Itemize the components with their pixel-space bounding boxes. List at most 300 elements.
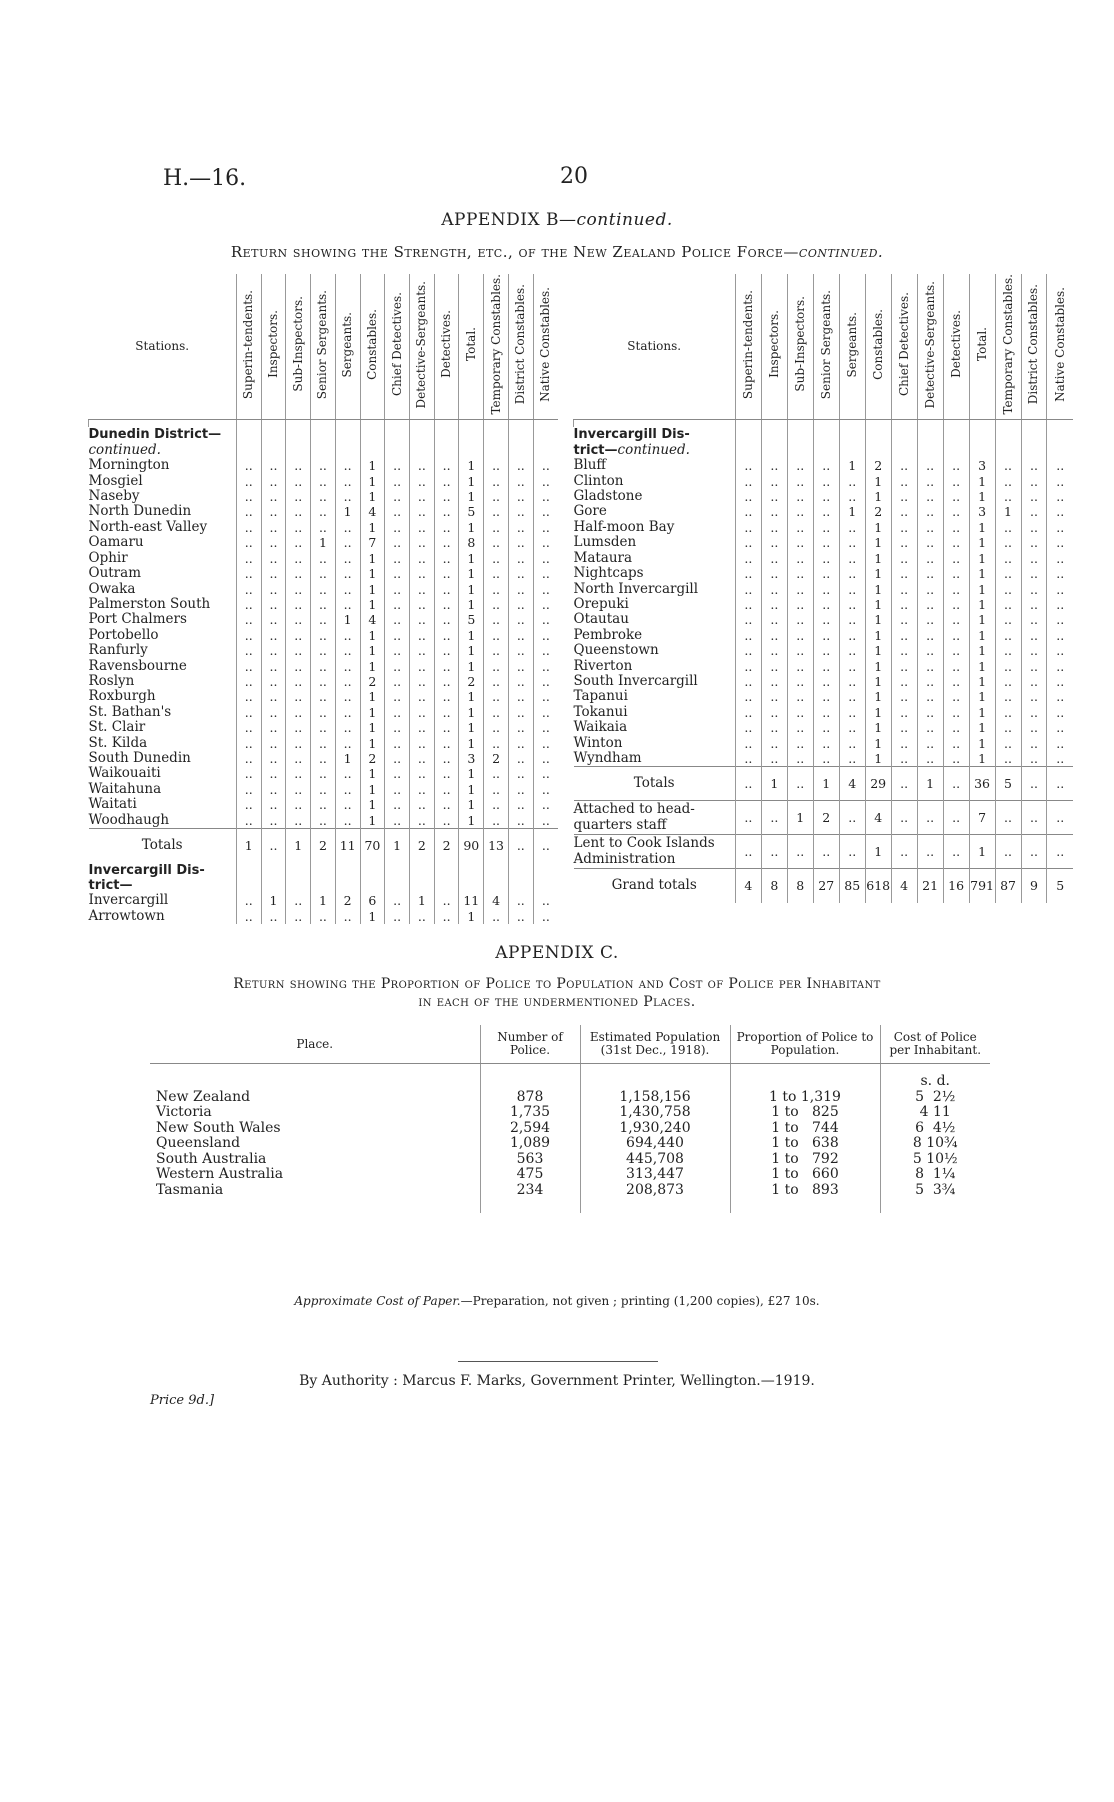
- cell-value: ..: [839, 720, 865, 735]
- cell-value: 1: [311, 893, 336, 908]
- cell-value: ..: [1021, 520, 1047, 535]
- cell-value: ..: [995, 835, 1021, 869]
- cell-value: ..: [286, 582, 311, 597]
- cell-value: ..: [508, 643, 533, 658]
- cell-value: ..: [410, 659, 435, 674]
- cell-value: ..: [335, 659, 360, 674]
- station-name: Naseby: [88, 488, 140, 505]
- station-row: [89, 520, 559, 535]
- approximate-cost-note: Approximate Cost of Paper.—Preparation, not given ; printing (1,200 copies), £27 10s.: [294, 1294, 820, 1308]
- cell-value: ..: [813, 504, 839, 519]
- station-name: North-east Valley: [88, 518, 208, 535]
- cell-value: 1: [865, 612, 891, 627]
- cell-value: ..: [484, 628, 509, 643]
- cell-value: ..: [261, 720, 286, 735]
- cell-value: ..: [410, 909, 435, 924]
- cost-cell: 4 11: [880, 1105, 990, 1121]
- cell-value: 2: [865, 458, 891, 473]
- cell-value: ..: [508, 813, 533, 829]
- cell-value: 1: [459, 551, 484, 566]
- station-row: [89, 489, 559, 504]
- place-cell: Western Australia: [156, 1166, 284, 1183]
- cell-value: ..: [761, 535, 787, 550]
- cell-value: ..: [891, 628, 917, 643]
- district-heading: trict—: [89, 878, 559, 893]
- cell-value: ..: [995, 458, 1021, 473]
- cell-value: ..: [335, 520, 360, 535]
- column-header: Sub-Inspectors.: [286, 274, 311, 419]
- cell-value: ..: [1021, 835, 1047, 869]
- cell-value: ..: [917, 720, 943, 735]
- cell-value: ..: [434, 458, 459, 473]
- cell-value: ..: [943, 520, 969, 535]
- cell-value: ..: [761, 674, 787, 689]
- cell-value: ..: [995, 736, 1021, 751]
- column-header: Constables.: [865, 274, 891, 419]
- cell-value: ..: [335, 674, 360, 689]
- population-cell: 445,708: [580, 1152, 730, 1168]
- cell-value: ..: [410, 474, 435, 489]
- cell-value: ..: [787, 582, 813, 597]
- cell-value: ..: [335, 689, 360, 704]
- cell-value: ..: [1047, 767, 1073, 801]
- cell-value: ..: [787, 612, 813, 627]
- cell-value: ..: [410, 674, 435, 689]
- cell-value: ..: [735, 597, 761, 612]
- column-header: Senior Sergeants.: [311, 274, 336, 419]
- cell-value: ..: [236, 705, 261, 720]
- cell-value: ..: [311, 909, 336, 924]
- cell-value: ..: [943, 659, 969, 674]
- cell-value: ..: [410, 489, 435, 504]
- column-header: Chief Detectives.: [891, 274, 917, 419]
- cell-value: ..: [385, 566, 410, 581]
- cell-value: ..: [995, 801, 1021, 835]
- cell-value: ..: [335, 628, 360, 643]
- cell-value: ..: [311, 474, 336, 489]
- cell-value: ..: [261, 674, 286, 689]
- cell-value: ..: [385, 736, 410, 751]
- cell-value: 21: [917, 869, 943, 903]
- cell-value: ..: [508, 597, 533, 612]
- cell-value: ..: [787, 705, 813, 720]
- cell-value: ..: [1021, 535, 1047, 550]
- cell-value: 1: [865, 705, 891, 720]
- cell-value: ..: [434, 674, 459, 689]
- cell-value: ..: [839, 489, 865, 504]
- cell-value: ..: [533, 893, 558, 908]
- station-row: [89, 736, 559, 751]
- stations-header: Stations.: [574, 274, 736, 419]
- cell-value: ..: [508, 551, 533, 566]
- cell-value: 1: [969, 674, 995, 689]
- cell-value: 1: [969, 835, 995, 869]
- cell-value: ..: [787, 643, 813, 658]
- cell-value: ..: [1047, 705, 1073, 720]
- cell-value: ..: [533, 551, 558, 566]
- cell-value: ..: [943, 674, 969, 689]
- cell-value: ..: [236, 782, 261, 797]
- cell-value: ..: [385, 612, 410, 627]
- cell-value: ..: [261, 659, 286, 674]
- cell-value: ..: [508, 659, 533, 674]
- station-row: [574, 520, 1074, 535]
- cell-value: ..: [761, 566, 787, 581]
- cell-value: ..: [813, 628, 839, 643]
- cell-value: ..: [891, 835, 917, 869]
- station-row: [574, 504, 1074, 519]
- cell-value: ..: [917, 751, 943, 767]
- header-place: Place.: [150, 1025, 480, 1064]
- cell-value: ..: [236, 566, 261, 581]
- cell-value: ..: [943, 597, 969, 612]
- cell-value: 8: [787, 869, 813, 903]
- cell-value: ..: [1047, 835, 1073, 869]
- cell-value: ..: [385, 474, 410, 489]
- cell-value: ..: [385, 535, 410, 550]
- cell-value: 1: [360, 597, 385, 612]
- column-header: Native Constables.: [1047, 274, 1073, 419]
- cell-value: ..: [410, 751, 435, 766]
- cell-value: ..: [1021, 612, 1047, 627]
- cell-value: ..: [236, 582, 261, 597]
- document-reference: H.—16.: [163, 166, 247, 191]
- cell-value: ..: [735, 566, 761, 581]
- cell-value: ..: [236, 504, 261, 519]
- cell-value: ..: [1021, 689, 1047, 704]
- station-row: [574, 751, 1074, 767]
- cell-value: ..: [839, 628, 865, 643]
- cell-value: ..: [943, 474, 969, 489]
- cell-value: ..: [508, 797, 533, 812]
- cell-value: 2: [311, 829, 336, 863]
- cell-value: ..: [508, 612, 533, 627]
- place-row: [150, 1183, 990, 1199]
- cell-value: ..: [484, 736, 509, 751]
- cell-value: ..: [311, 659, 336, 674]
- cell-value: ..: [995, 582, 1021, 597]
- column-header: Superin-tendents.: [236, 274, 261, 419]
- cell-value: ..: [813, 643, 839, 658]
- cell-value: 1: [360, 566, 385, 581]
- cell-value: ..: [917, 835, 943, 869]
- cell-value: 4: [839, 767, 865, 801]
- cell-value: 1: [360, 520, 385, 535]
- cell-value: 11: [459, 893, 484, 908]
- column-header: Inspectors.: [261, 274, 286, 419]
- cell-value: ..: [995, 474, 1021, 489]
- cell-value: 1: [459, 582, 484, 597]
- cell-value: 2: [434, 829, 459, 863]
- station-name: Nightcaps: [573, 565, 644, 582]
- column-header: Superin-tendents.: [735, 274, 761, 419]
- station-name: North Dunedin: [88, 503, 192, 520]
- cell-value: ..: [410, 582, 435, 597]
- cell-value: ..: [311, 766, 336, 781]
- cell-value: ..: [286, 893, 311, 908]
- police-cell: 1,089: [480, 1136, 580, 1152]
- cell-value: ..: [533, 582, 558, 597]
- cell-value: ..: [236, 597, 261, 612]
- cell-value: ..: [508, 705, 533, 720]
- cell-value: 2: [865, 504, 891, 519]
- cell-value: ..: [261, 813, 286, 829]
- cell-value: 1: [335, 751, 360, 766]
- cell-value: ..: [839, 474, 865, 489]
- cell-value: 1: [865, 597, 891, 612]
- cell-value: ..: [484, 813, 509, 829]
- column-header: Sergeants.: [839, 274, 865, 419]
- population-cell: 1,430,758: [580, 1105, 730, 1121]
- cell-value: ..: [434, 597, 459, 612]
- column-header: Chief Detectives.: [385, 274, 410, 419]
- cell-value: 1: [459, 766, 484, 781]
- cell-value: ..: [787, 674, 813, 689]
- cell-value: ..: [995, 520, 1021, 535]
- place-row: [150, 1167, 990, 1183]
- cell-value: ..: [286, 782, 311, 797]
- cell-value: 1: [360, 582, 385, 597]
- cell-value: ..: [533, 689, 558, 704]
- cell-value: ..: [1021, 597, 1047, 612]
- station-row: [89, 797, 559, 812]
- cell-value: ..: [891, 551, 917, 566]
- proportion-cell: 1 to 792: [730, 1152, 880, 1168]
- police-cell: 878: [480, 1090, 580, 1106]
- station-name: Clinton: [573, 472, 624, 489]
- cell-value: ..: [410, 535, 435, 550]
- cell-value: ..: [533, 705, 558, 720]
- cell-value: 1: [969, 659, 995, 674]
- population-cell: 694,440: [580, 1136, 730, 1152]
- cell-value: ..: [385, 720, 410, 735]
- cell-value: ..: [434, 689, 459, 704]
- cell-value: ..: [1021, 504, 1047, 519]
- cell-value: 36: [969, 767, 995, 801]
- cell-value: ..: [410, 520, 435, 535]
- cell-value: 1: [459, 566, 484, 581]
- cell-value: ..: [508, 489, 533, 504]
- cell-value: ..: [1047, 504, 1073, 519]
- cell-value: ..: [839, 689, 865, 704]
- cell-value: ..: [1021, 582, 1047, 597]
- cell-value: ..: [995, 612, 1021, 627]
- cell-value: ..: [311, 720, 336, 735]
- cell-value: ..: [311, 612, 336, 627]
- cell-value: ..: [917, 535, 943, 550]
- cost-cell: 8 10¾: [880, 1136, 990, 1152]
- cell-value: 1: [360, 797, 385, 812]
- cell-value: ..: [236, 520, 261, 535]
- place-cell: New South Wales: [156, 1119, 281, 1136]
- totals-row: [89, 829, 559, 863]
- cell-value: ..: [311, 582, 336, 597]
- cell-value: ..: [1047, 535, 1073, 550]
- cell-value: ..: [917, 689, 943, 704]
- station-name: Tokanui: [573, 703, 628, 720]
- cell-value: 1: [459, 909, 484, 924]
- cell-value: ..: [1021, 736, 1047, 751]
- cell-value: ..: [385, 782, 410, 797]
- cell-value: 3: [459, 751, 484, 766]
- cell-value: ..: [995, 551, 1021, 566]
- cell-value: ..: [813, 474, 839, 489]
- cell-value: ..: [410, 813, 435, 829]
- column-header: Temporary Constables.: [484, 274, 509, 419]
- cell-value: ..: [917, 736, 943, 751]
- station-name: Queenstown: [573, 642, 659, 659]
- cell-value: 1: [839, 458, 865, 473]
- cell-value: ..: [995, 689, 1021, 704]
- cell-value: ..: [508, 909, 533, 924]
- cell-value: ..: [533, 674, 558, 689]
- proportion-cell: 1 to 638: [730, 1136, 880, 1152]
- cell-value: 6: [360, 893, 385, 908]
- cell-value: ..: [335, 643, 360, 658]
- cell-value: ..: [335, 797, 360, 812]
- cell-value: ..: [813, 736, 839, 751]
- cell-value: ..: [891, 566, 917, 581]
- station-name: Ophir: [88, 549, 128, 566]
- station-name: Attached to head-quarters staff: [574, 801, 736, 835]
- cell-value: ..: [787, 628, 813, 643]
- cell-value: 1: [865, 551, 891, 566]
- station-row: [89, 720, 559, 735]
- population-cell: 1,930,240: [580, 1121, 730, 1137]
- cell-value: 1: [459, 659, 484, 674]
- cell-value: ..: [813, 551, 839, 566]
- cell-value: ..: [410, 689, 435, 704]
- cell-value: ..: [995, 628, 1021, 643]
- column-header: Total.: [969, 274, 995, 419]
- cell-value: ..: [787, 566, 813, 581]
- cell-value: ..: [735, 835, 761, 869]
- station-name: Mornington: [88, 457, 170, 474]
- station-name: Otautau: [573, 611, 629, 628]
- cell-value: ..: [261, 535, 286, 550]
- cell-value: ..: [735, 520, 761, 535]
- cell-value: ..: [943, 689, 969, 704]
- station-row: [574, 597, 1074, 612]
- cell-value: ..: [385, 520, 410, 535]
- station-name: Waitati: [88, 796, 137, 813]
- cell-value: ..: [761, 597, 787, 612]
- proportion-cell: 1 to 744: [730, 1121, 880, 1137]
- station-row: [89, 705, 559, 720]
- cell-value: ..: [484, 535, 509, 550]
- police-cell: 234: [480, 1183, 580, 1199]
- cell-value: ..: [917, 489, 943, 504]
- cell-value: 1: [917, 767, 943, 801]
- cell-value: ..: [385, 628, 410, 643]
- cell-value: ..: [533, 597, 558, 612]
- cell-value: ..: [311, 751, 336, 766]
- cell-value: ..: [508, 566, 533, 581]
- cell-value: ..: [434, 813, 459, 829]
- cell-value: 1: [360, 720, 385, 735]
- cell-value: ..: [434, 766, 459, 781]
- cell-value: 4: [891, 869, 917, 903]
- station-row: [89, 643, 559, 658]
- cell-value: ..: [761, 751, 787, 767]
- cell-value: ..: [891, 751, 917, 767]
- station-row: [574, 705, 1074, 720]
- place-cell: South Australia: [156, 1150, 267, 1167]
- cell-value: ..: [286, 659, 311, 674]
- cell-value: ..: [1047, 643, 1073, 658]
- printer-authority: By Authority : Marcus F. Marks, Government Printer, Wellington.—1919.: [299, 1373, 815, 1389]
- station-name: Ranfurly: [88, 642, 148, 659]
- cell-value: ..: [484, 689, 509, 704]
- cell-value: ..: [943, 736, 969, 751]
- cell-value: ..: [434, 628, 459, 643]
- cell-value: ..: [813, 582, 839, 597]
- station-name: Roxburgh: [88, 688, 156, 705]
- cell-value: ..: [813, 520, 839, 535]
- cell-value: ..: [410, 705, 435, 720]
- cell-value: ..: [891, 582, 917, 597]
- cell-value: ..: [508, 504, 533, 519]
- population-cell: 1,158,156: [580, 1090, 730, 1106]
- cell-value: ..: [311, 705, 336, 720]
- station-name: Half-moon Bay: [573, 518, 675, 535]
- cell-value: ..: [385, 489, 410, 504]
- cell-value: 1: [459, 797, 484, 812]
- cell-value: ..: [943, 551, 969, 566]
- cell-value: ..: [1047, 597, 1073, 612]
- cell-value: ..: [533, 458, 558, 473]
- column-header: Constables.: [360, 274, 385, 419]
- cell-value: 1: [969, 566, 995, 581]
- cell-value: ..: [787, 489, 813, 504]
- cell-value: ..: [484, 720, 509, 735]
- cell-value: ..: [286, 766, 311, 781]
- station-row: [574, 674, 1074, 689]
- cell-value: ..: [410, 597, 435, 612]
- cell-value: ..: [891, 767, 917, 801]
- cell-value: ..: [484, 489, 509, 504]
- cell-value: ..: [839, 643, 865, 658]
- cell-value: 1: [969, 705, 995, 720]
- cell-value: ..: [839, 551, 865, 566]
- cell-value: ..: [761, 689, 787, 704]
- police-cell: 475: [480, 1167, 580, 1183]
- place-cell: Tasmania: [156, 1182, 224, 1199]
- footer-rule: [458, 1361, 658, 1362]
- cell-value: ..: [787, 504, 813, 519]
- cell-value: 1: [459, 597, 484, 612]
- cell-value: ..: [236, 474, 261, 489]
- cell-value: 9: [1021, 869, 1047, 903]
- cell-value: ..: [236, 535, 261, 550]
- cell-value: ..: [236, 797, 261, 812]
- cell-value: ..: [1021, 643, 1047, 658]
- cell-value: ..: [787, 520, 813, 535]
- cell-value: 2: [360, 751, 385, 766]
- place-row: [150, 1152, 990, 1168]
- district-heading: Dunedin District—: [89, 427, 559, 442]
- cell-value: ..: [943, 767, 969, 801]
- cell-value: ..: [286, 628, 311, 643]
- cell-value: ..: [995, 705, 1021, 720]
- cell-value: ..: [787, 767, 813, 801]
- cell-value: ..: [410, 720, 435, 735]
- cell-value: ..: [787, 597, 813, 612]
- cell-value: ..: [787, 535, 813, 550]
- station-row: [574, 535, 1074, 550]
- header-cost: Cost of Police per Inhabitant.: [880, 1025, 990, 1064]
- cell-value: ..: [761, 643, 787, 658]
